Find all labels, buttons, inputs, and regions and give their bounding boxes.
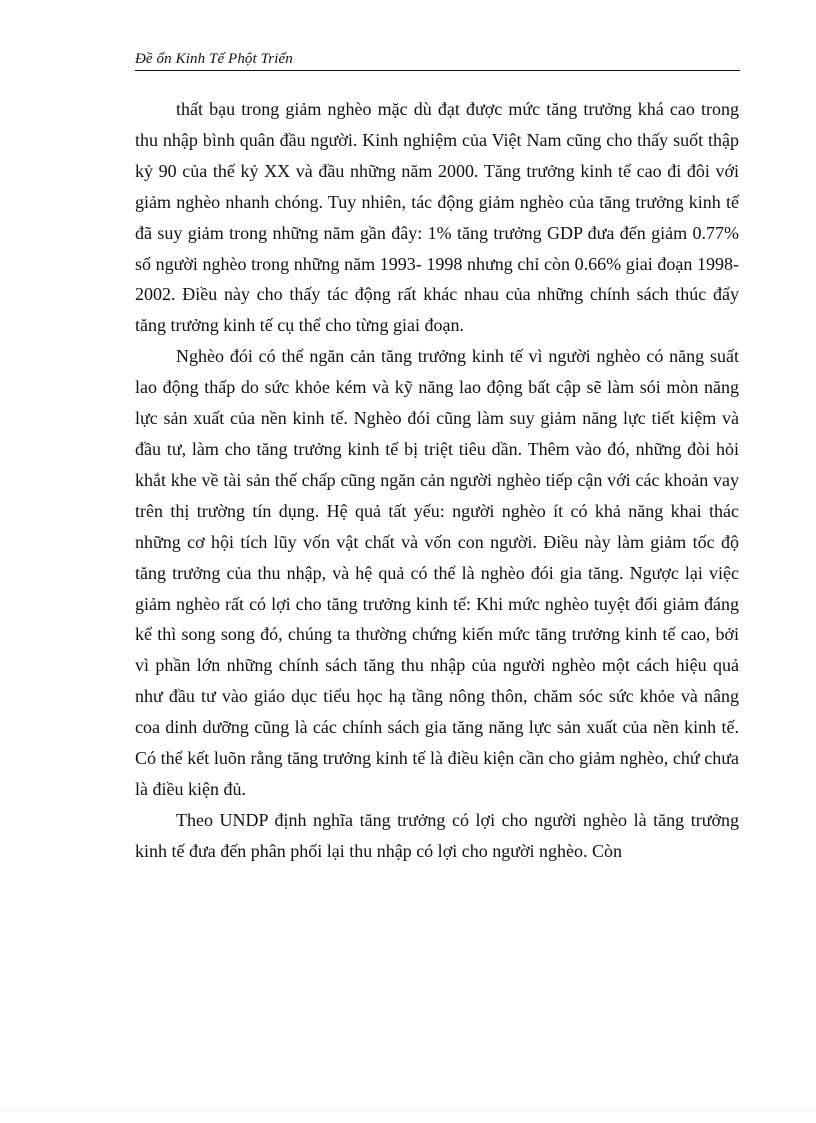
header-title: Đề ổn Kinh Tế Phột Triển [135,51,293,67]
paragraph-2: Nghèo đói có thể ngăn cản tăng trưởng kinh tế vì người nghèo có năng suất lao động thấp do sức khỏe kém và kỹ năng lao động bất cập sẽ làm sói mòn năng lực sản xuất của nền kinh tế. Nghèo đói cũng làm suy giảm năng lực tiết kiệm và đầu tư, làm cho tăng trưởng kinh tế bị triệt tiêu dần. Thêm vào đó, những đòi hỏi khắt khe về tài sản thế chấp cũng ngăn cản người nghèo tiếp cận với các khoản vay trên thị trường tín dụng. Hệ quả tất yếu: người nghèo ít có khả năng khai thác những cơ hội tích lũy vốn vật chất và vốn con người. Điều này làm giảm tốc độ tăng trưởng của thu nhập, và hệ quả có thể là nghèo đói gia tăng. Ngược lại việc giảm nghèo rất có lợi cho tăng trưởng kinh tế: Khi mức nghèo tuyệt đối giảm đáng kể thì song song đó, chúng ta thường chứng kiến mức tăng trưởng kinh tế cao, bởi vì phần lớn những chính sách tăng thu nhập của người nghèo một cách hiệu quả như đầu tư vào giáo dục tiểu học hạ tầng nông thôn, chăm sóc sức khỏe và nâng coa dinh dưỡng cũng là các chính sách gia tăng năng lực sản xuất của nền kinh tế. Có thể kết luõn rằng tăng trưởng kinh tế là điều kiện cần cho giảm nghèo, chứ chưa là điều kiện đủ. [135,346,739,799]
paragraph-1: thất bạu trong giảm nghèo mặc dù đạt được mức tăng trưởng khá cao trong thu nhập bình quân đầu người. Kinh nghiệm của Việt Nam cũng cho thấy suốt thập kỷ 90 của thế kỷ XX và đầu những năm 2000. Tăng trưởng kinh tế cao đi đôi với giảm nghèo nhanh chóng. Tuy nhiên, tác động giảm nghèo của tăng trưởng kinh tế đã suy giảm trong những năm gần đây: 1% tăng trưởng GDP đưa đến giảm 0.77% số người nghèo trong những năm 1993- 1998 nhưng chỉ còn 0.66% giai đoạn 1998-2002. Điều này cho thấy tác động rất khác nhau của những chính sách thúc đẩy tăng trưởng kinh tế cụ thể cho từng giai đoạn. [135,99,739,336]
paragraph-3: Theo UNDP định nghĩa tăng trưởng có lợi cho người nghèo là tăng trưởng kinh tế đưa đến phân phối lại thu nhập có lợi cho người nghèo. Còn [135,809,739,861]
body-text [135,94,739,867]
running-header [135,50,740,71]
page-bottom-edge [0,1110,816,1111]
